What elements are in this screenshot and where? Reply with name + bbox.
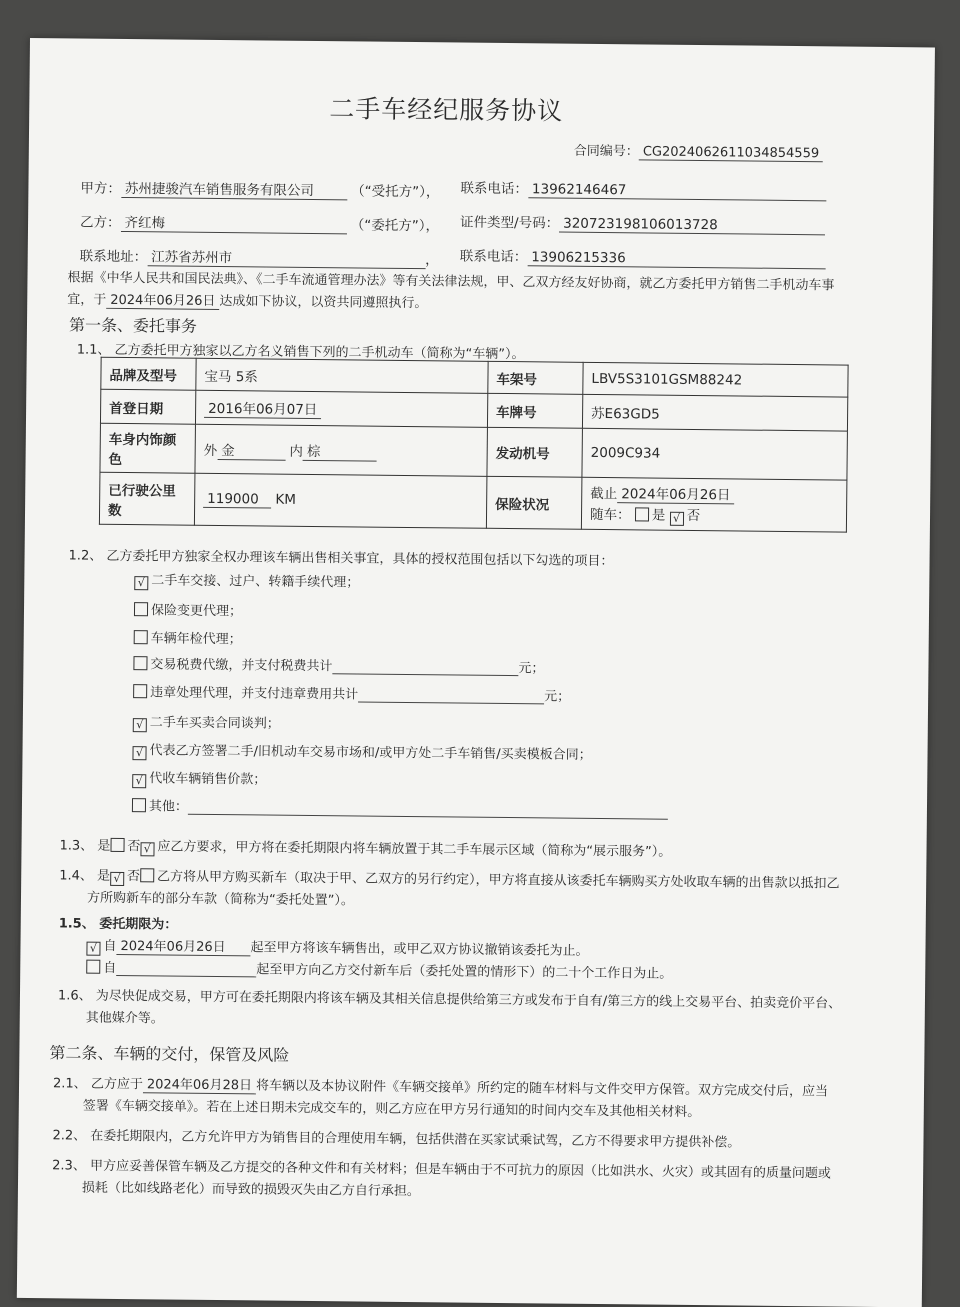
- party-a-row: [80, 177, 439, 202]
- insurance-with-car: [590, 503, 838, 528]
- party-b-row: [80, 211, 439, 236]
- authorization-item: [134, 599, 242, 619]
- authorization-item: [132, 795, 668, 820]
- party-b-name: 齐红梅: [120, 211, 346, 234]
- contract-number-value: CG2024062611034854559: [639, 144, 823, 162]
- plate-label: 车牌号: [487, 393, 582, 428]
- brand-label: 品牌及型号: [101, 357, 196, 390]
- term-start-date: 2024年06月26日: [116, 935, 250, 956]
- km-label: 已行驶公里数: [99, 472, 195, 525]
- authorization-item-label: 交易税费代缴，并支付税费共计: [150, 657, 333, 675]
- authorization-item: [133, 681, 570, 705]
- clause-1-4-line-2: 方所购新车的部分车款（简称为“委托处置”）。: [86, 890, 355, 909]
- authorization-item-suffix: 元；: [544, 689, 571, 705]
- engine-value: 2009C934: [582, 428, 847, 480]
- term-option-2-blank: [116, 961, 256, 977]
- engine-label: 发动机号: [487, 427, 583, 477]
- intro-line-2: [67, 288, 427, 312]
- authorization-blank-line: [188, 800, 668, 820]
- clause-2-1-line-2: 签署《车辆交接单》。若在上述日期未完成交车的，则乙方应在甲方另行通知的时间内交车及其他相关材料。: [82, 1098, 701, 1121]
- authorization-item-label: 保险变更代理；: [150, 603, 243, 620]
- authorization-item-label: 代收车辆销售价款；: [149, 771, 267, 788]
- authorization-item: [134, 569, 359, 592]
- clause-1-6-line-2: 其他媒介等。: [85, 1010, 164, 1027]
- authorization-checkbox[interactable]: [133, 656, 147, 670]
- authorization-item-label: 违章处理代理，并支付违章费用共计: [150, 685, 359, 703]
- contract-paper: [17, 38, 935, 1307]
- authorization-checkbox[interactable]: [133, 684, 147, 698]
- term-option-2-text: 起至甲方向乙方交付新车后（委托处置的情形下）的二十个工作日为止。: [256, 962, 673, 982]
- term-option-1-text: 起至甲方将该车辆售出，或甲乙双方协议撤销该委托为止。: [250, 940, 589, 959]
- authorization-blank-line: [332, 659, 518, 676]
- document-title: 二手车经纪服务协议: [329, 94, 564, 126]
- party-b-phone: 13906215336: [527, 249, 825, 269]
- insurance-cell: [581, 477, 847, 532]
- party-a-phone-row: [460, 177, 826, 202]
- reg-value: 2016年06月07日: [204, 397, 321, 419]
- party-b-phone-label: 联系电话：: [459, 248, 528, 266]
- insurance-yes-label: 是: [651, 507, 666, 524]
- authorization-checkbox[interactable]: [134, 630, 148, 644]
- term-option-1-prefix: 自: [103, 938, 117, 954]
- clause-1-3-no-checkbox[interactable]: √: [140, 842, 154, 856]
- vin-value: LBV5S3101GSM88242: [583, 362, 848, 397]
- authorization-item-label: 二手车交接、过户、转籍手续代理；: [151, 573, 360, 591]
- authorization-item: [132, 767, 266, 789]
- clause-1-4-no-checkbox[interactable]: [140, 868, 154, 882]
- vehicle-row-color: [100, 423, 847, 480]
- clause-2-1-prefix: 2.1、 乙方应于: [52, 1076, 143, 1093]
- int-value: 棕: [303, 439, 377, 461]
- intro-line-1: 根据《中华人民共和国民法典》、《二手车流通管理办法》等有关法律法规，甲、乙双方经友好协商，就乙方委托甲方销售二手机动车事: [67, 270, 835, 294]
- party-a-role: （“受托方”），: [351, 183, 440, 201]
- ext-value: 金: [217, 438, 285, 460]
- authorization-checkbox[interactable]: √: [132, 746, 146, 760]
- vin-label: 车架号: [488, 361, 583, 394]
- clause-2-3-line-1: 2.3、 甲方应妥善保管车辆及乙方提交的各种文件和有关材料；但是车辆由于不可抗力的原因（比如洪水、火灾）或其固有的质量问题或: [52, 1158, 832, 1182]
- clause-1-3: [59, 834, 671, 861]
- contract-number: [574, 140, 824, 163]
- party-b-role: （“委托方”），: [350, 217, 440, 235]
- insurance-yes-checkbox[interactable]: [635, 507, 649, 521]
- ext-label: 外: [203, 442, 218, 459]
- clause-1-3-yes-checkbox[interactable]: [110, 838, 124, 852]
- insurance-until-date: 2024年06月26日: [617, 482, 734, 504]
- intro-suffix: 达成如下协议，以资共同遵照执行。: [219, 293, 428, 312]
- authorization-item-label: 二手车买卖合同谈判；: [149, 715, 280, 732]
- clause-2-1-date: 2024年06月28日: [143, 1073, 256, 1094]
- authorization-item-label: 代表乙方签署二手/旧机动车交易市场和/或甲方处二手车销售/买卖模板合同；: [149, 743, 592, 763]
- insurance-no-label: 否: [686, 507, 701, 525]
- color-cell: [195, 424, 487, 476]
- authorization-checkbox[interactable]: √: [133, 718, 147, 732]
- insurance-until-label: 截止: [590, 485, 618, 503]
- authorization-checkbox[interactable]: √: [132, 774, 146, 788]
- address-row: 联系地址： 江苏省苏州市 ，: [80, 245, 439, 270]
- clause-1-2: 1.2、 乙方委托甲方独家全权办理该车辆出售相关事宜，具体的授权范围包括以下勾选的项目：: [68, 548, 614, 570]
- party-a-phone-label: 联系电话：: [460, 180, 529, 198]
- contract-number-label: 合同编号：: [573, 143, 639, 160]
- reg-cell: [195, 390, 487, 427]
- term-option-2-prefix: 自: [103, 960, 117, 976]
- vehicle-table: [99, 357, 849, 533]
- term-option-2-checkbox[interactable]: [86, 960, 100, 974]
- clause-2-1-text: 将车辆以及本协议附件《车辆交接单》所约定的随车材料与文件交甲方保管。双方完成交付后，应当: [255, 1078, 829, 1100]
- insurance-no-checkbox[interactable]: √: [670, 512, 684, 526]
- clause-1-4-yes-checkbox[interactable]: √: [110, 872, 124, 886]
- clause-1-5-title: 1.5、 委托期限为：: [58, 916, 178, 933]
- section-2-title: 第二条、车辆的交付，保管及风险: [49, 1043, 290, 1065]
- authorization-checkbox[interactable]: [134, 602, 148, 616]
- authorization-checkbox[interactable]: [132, 798, 146, 812]
- party-a-label: 甲方：: [80, 180, 122, 197]
- address-value: 江苏省苏州市: [147, 245, 425, 269]
- brand-value: 宝马 5系: [196, 358, 488, 393]
- clause-1-3-no-label: 否: [127, 839, 141, 855]
- authorization-item-suffix: 元；: [518, 661, 545, 677]
- clause-2-2: 2.2、 在委托期限内，乙方允许甲方为销售目的合理使用车辆，包括供潜在买家试乘试驾，乙方不得要求甲方提供补偿。: [52, 1128, 741, 1151]
- reg-label: 首登日期: [100, 389, 195, 424]
- party-a-name: 苏州捷骏汽车销售服务有限公司: [121, 177, 347, 200]
- authorization-checkbox[interactable]: √: [134, 576, 148, 590]
- party-b-id: 320723198106013728: [559, 216, 825, 236]
- party-b-label: 乙方：: [79, 214, 121, 231]
- insurance-label: 保险状况: [486, 476, 582, 529]
- authorization-item: [134, 627, 242, 647]
- km-cell: [194, 473, 487, 528]
- address-label: 联系地址：: [79, 248, 148, 266]
- party-b-id-row: [460, 211, 825, 236]
- clause-1-3-yes-label: 1.3、 是: [59, 838, 111, 854]
- km-value: 119000: [203, 491, 271, 509]
- clause-2-3-line-2: 损耗（比如线路老化）而导致的损毁灭失由乙方自行承担。: [81, 1180, 421, 1200]
- clause-1-4-no-label: 否: [126, 869, 141, 885]
- party-a-phone: 13962146467: [528, 181, 826, 201]
- authorization-item-label: 其他：: [148, 799, 189, 815]
- clause-1-6-line-1: 1.6、 为尽快促成交易，甲方可在委托期限内将该车辆及其相关信息提供给第三方或发布于自有/第三方的线上交易平台、拍卖竞价平台、: [57, 988, 842, 1012]
- intro-prefix: 宜，于: [67, 292, 107, 308]
- insurance-until: [590, 482, 838, 506]
- clause-1-4-text: 乙方将从甲方购买新车（取决于甲、乙双方的另行约定），甲方将直接从该委托车辆购买方处收取车辆的出售款以抵扣乙: [156, 869, 840, 892]
- clause-1-3-text: 应乙方要求，甲方将在委托期限内将车辆放置于其二手车展示区域（简称为“展示服务”）。: [157, 839, 672, 860]
- authorization-item: [132, 739, 591, 765]
- clause-1-4-yes-label: 1.4、 是: [59, 868, 111, 884]
- party-b-id-label: 证件类型/号码：: [460, 214, 560, 232]
- insurance-with-label: 随车：: [589, 506, 631, 524]
- intro-date: 2024年06月26日: [106, 289, 219, 310]
- int-label: 内: [289, 443, 304, 460]
- party-b-phone-row: [460, 245, 826, 270]
- section-1-title: 第一条、委托事务: [68, 315, 198, 336]
- km-unit: KM: [275, 491, 297, 508]
- authorization-item-label: 车辆年检代理；: [150, 631, 242, 648]
- plate-value: 苏E63GD5: [582, 394, 847, 431]
- authorization-item: [133, 711, 280, 734]
- authorization-blank-line: [358, 687, 544, 704]
- clause-1-1: 1.1、 乙方委托甲方独家以乙方名义销售下列的二手机动车（简称为“车辆”）。: [76, 342, 525, 363]
- color-label: 车身内饰颜色: [100, 423, 196, 473]
- authorization-item: [133, 653, 544, 676]
- term-option-1-checkbox[interactable]: √: [86, 942, 100, 956]
- vehicle-row-km: [99, 472, 847, 532]
